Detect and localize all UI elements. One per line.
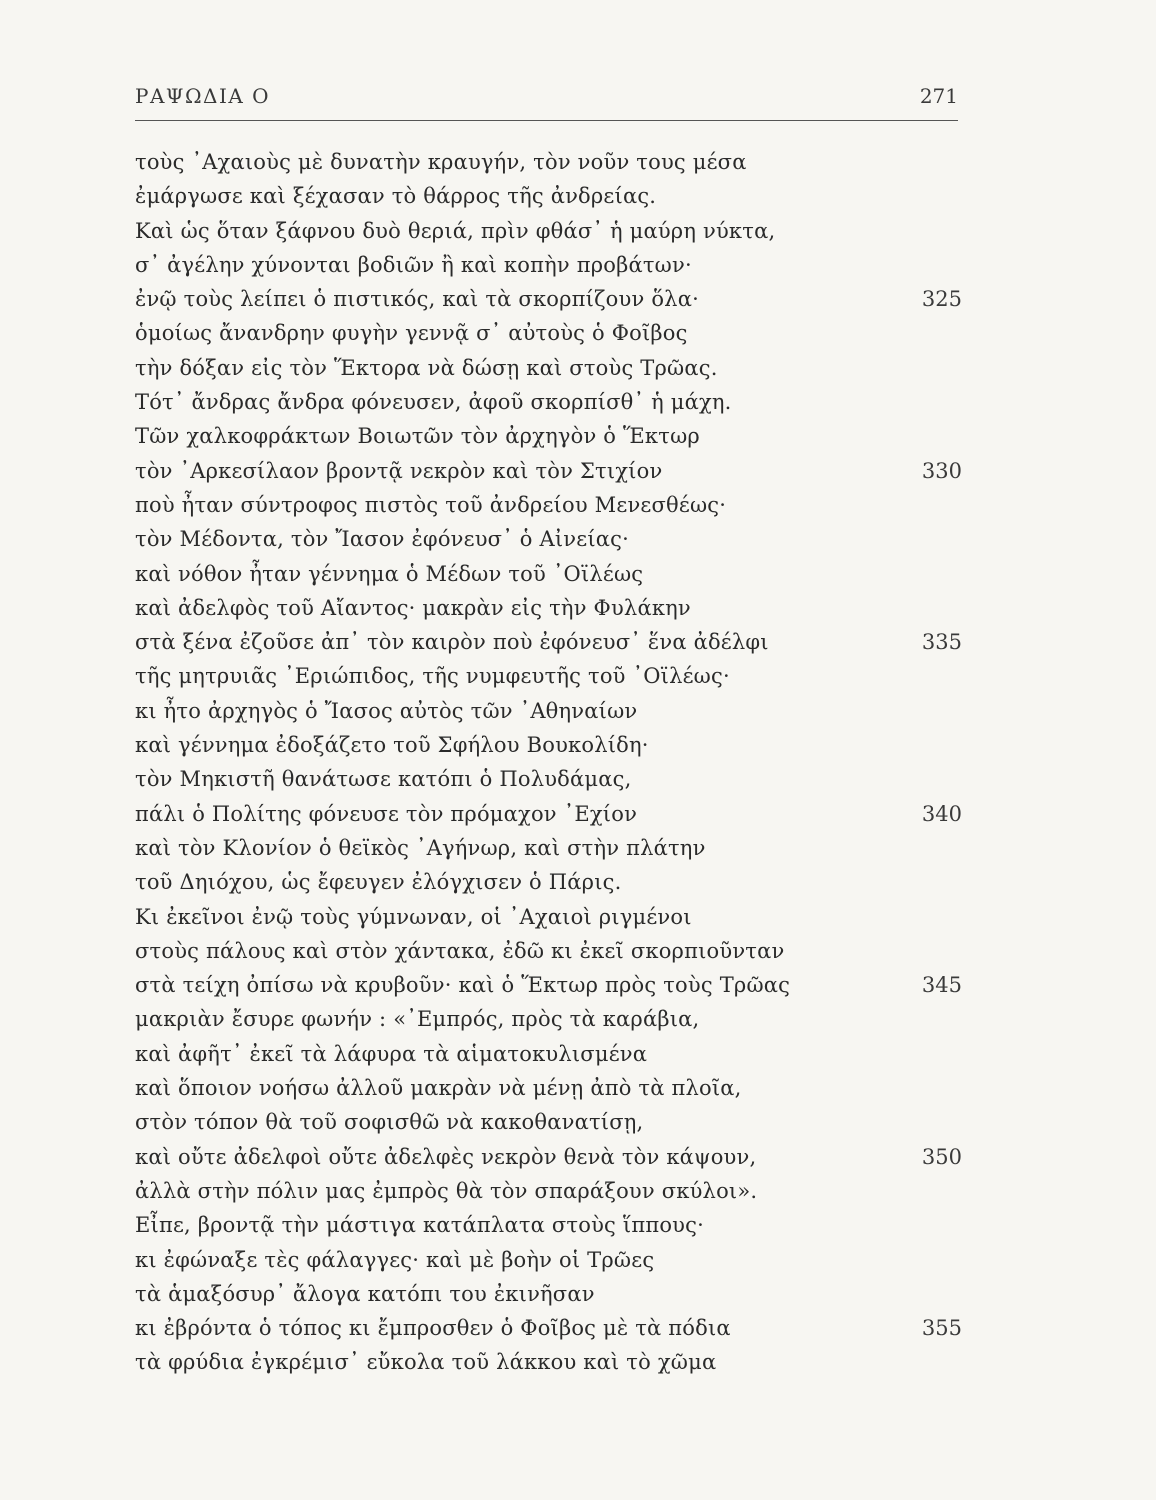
line-number: 330 <box>921 458 962 483</box>
line-number: 345 <box>921 973 962 998</box>
verse-line <box>135 454 965 488</box>
verse-line <box>135 1208 965 1242</box>
verse-text: τὸν ᾿Αρκεσίλαον βροντᾷ νεκρὸν καὶ τὸν Στιχίον <box>135 458 663 483</box>
verse-text: ἐνῷ τοὺς λείπει ὁ πιστικός, καὶ τὰ σκορπίζουν ὅλα· <box>135 287 699 312</box>
verse-line <box>135 214 965 248</box>
verse-line <box>135 385 965 419</box>
page-number: 271 <box>919 84 958 108</box>
verse-text: Τῶν χαλκοφράκτων Βοιωτῶν τὸν ἀρχηγὸν ὁ Ἕκτωρ <box>135 424 700 449</box>
verse-line <box>135 419 965 453</box>
verse-text: τὸν Μηκιστῆ θανάτωσε κατόπι ὁ Πολυδάμας, <box>135 767 632 792</box>
verse-text: Κι ἐκεῖνοι ἐνῷ τοὺς γύμνωναν, οἱ ᾿Αχαιοὶ ριγμένοι <box>135 904 692 929</box>
verse-text: σ᾿ ἀγέλην χύνονται βοδιῶν ἢ καὶ κοπὴν προβάτων· <box>135 252 692 277</box>
verse-text: κι ἐφώναξε τὲς φάλαγγες· καὶ μὲ βοὴν οἱ Τρῶες <box>135 1247 655 1272</box>
verse-text: ἀλλὰ στὴν πόλιν μας ἐμπρὸς θὰ τὸν σπαράξουν σκύλοι». <box>135 1178 758 1203</box>
verse-text: καὶ ἀδελφὸς τοῦ Αἴαντος· μακρὰν εἰς τὴν Φυλάκην <box>135 595 691 620</box>
verse-line <box>135 145 965 179</box>
verse-line <box>135 762 965 796</box>
verse-line <box>135 1345 965 1379</box>
verse-line <box>135 625 965 659</box>
verse-line <box>135 968 965 1002</box>
verse-text: Καὶ ὡς ὅταν ξάφνου δυὸ θεριά, πρὶν φθάσ᾿ ἡ μαύρη νύκτα, <box>135 218 776 243</box>
verse-line <box>135 728 965 762</box>
verse-line <box>135 522 965 556</box>
verse-line <box>135 865 965 899</box>
verse-line <box>135 316 965 350</box>
verse-line <box>135 248 965 282</box>
verse-text: τῆς μητρυιᾶς ᾿Εριώπιδος, τῆς νυμφευτῆς τοῦ ᾿Οϊλέως· <box>135 664 730 689</box>
verse-text: καὶ οὔτε ἀδελφοὶ οὔτε ἀδελφὲς νεκρὸν θενὰ τὸν κάψουν, <box>135 1144 757 1169</box>
verse-text: στὰ ξένα ἐζοῦσε ἀπ᾿ τὸν καιρὸν ποὺ ἐφόνευσ᾿ ἕνα ἀδέλφι <box>135 630 769 655</box>
verse-line <box>135 1140 965 1174</box>
verse-text: τὰ φρύδια ἐγκρέμισ᾿ εὔκολα τοῦ λάκκου καὶ τὸ χῶμα <box>135 1350 717 1375</box>
verse-line <box>135 351 965 385</box>
verse-text: καὶ τὸν Κλονίον ὁ θεϊκὸς ᾿Αγήνωρ, καὶ στὴν πλάτην <box>135 835 706 860</box>
verse-line <box>135 1002 965 1036</box>
verse-text: ὁμοίως ἄνανδρην φυγὴν γεννᾷ σ᾿ αὐτοὺς ὁ Φοῖβος <box>135 321 688 346</box>
page-header <box>135 78 958 118</box>
verse-line <box>135 282 965 316</box>
verse-text: μακριὰν ἔσυρε φωνήν : «᾿Εμπρός, πρὸς τὰ καράβια, <box>135 1007 700 1032</box>
verse-text: κι ἐβρόντα ὁ τόπος κι ἔμπροσθεν ὁ Φοῖβος μὲ τὰ πόδια <box>135 1316 731 1341</box>
verse-text: στὸν τόπον θὰ τοῦ σοφισθῶ νὰ κακοθανατίσῃ, <box>135 1110 644 1135</box>
verse-text: στὰ τείχη ὀπίσω νὰ κρυβοῦν· καὶ ὁ Ἕκτωρ πρὸς τοὺς Τρῶας <box>135 973 791 998</box>
line-number: 340 <box>921 801 962 826</box>
header-rule <box>135 120 958 121</box>
line-number: 325 <box>921 287 962 312</box>
verse-text: καὶ ἀφῆτ᾿ ἐκεῖ τὰ λάφυρα τὰ αἱματοκυλισμένα <box>135 1041 648 1066</box>
verse-list <box>135 145 965 1380</box>
verse-text: καὶ νόθον ἦταν γέννημα ὁ Μέδων τοῦ ᾿Οϊλέως <box>135 561 644 586</box>
verse-line <box>135 1174 965 1208</box>
verse-line <box>135 694 965 728</box>
line-number: 350 <box>921 1144 962 1169</box>
verse-line <box>135 1243 965 1277</box>
verse-text: τὰ ἁμαξόσυρ᾿ ἄλογα κατόπι του ἐκινῆσαν <box>135 1281 595 1306</box>
verse-line <box>135 179 965 213</box>
verse-line <box>135 1071 965 1105</box>
verse-text: κι ἦτο ἀρχηγὸς ὁ Ἴασος αὐτὸς τῶν ᾿Αθηναίων <box>135 698 638 723</box>
verse-text: τοὺς ᾿Αχαιοὺς μὲ δυνατὴν κραυγήν, τὸν νοῦν τους μέσα <box>135 150 747 174</box>
verse-text: καὶ ὅποιον νοήσω ἀλλοῦ μακρὰν νὰ μένῃ ἀπὸ τὰ πλοῖα, <box>135 1076 742 1101</box>
line-number: 355 <box>921 1316 962 1341</box>
verse-line <box>135 557 965 591</box>
verse-text: τὸν Μέδοντα, τὸν Ἴασον ἐφόνευσ᾿ ὁ Αἰνείας· <box>135 527 630 552</box>
verse-text: τοῦ Δηιόχου, ὡς ἔφευγεν ἐλόγχισεν ὁ Πάρις. <box>135 870 622 895</box>
verse-text: Τότ᾿ ἄνδρας ἄνδρα φόνευσεν, ἀφοῦ σκορπίσθ᾿ ἡ μάχη. <box>135 390 732 415</box>
verse-line <box>135 900 965 934</box>
verse-line <box>135 1105 965 1139</box>
line-number: 335 <box>921 630 962 655</box>
verse-line <box>135 591 965 625</box>
verse-text: ἐμάργωσε καὶ ξέχασαν τὸ θάρρος τῆς ἀνδρείας. <box>135 184 657 209</box>
verse-line <box>135 659 965 693</box>
verse-text: Εἶπε, βροντᾷ τὴν μάστιγα κατάπλατα στοὺς ἵππους· <box>135 1213 704 1238</box>
verse-text: τὴν δόξαν εἰς τὸν Ἕκτορα νὰ δώσῃ καὶ στοὺς Τρῶας. <box>135 355 718 380</box>
verse-line <box>135 1311 965 1345</box>
verse-line <box>135 797 965 831</box>
verse-line <box>135 934 965 968</box>
verse-text: ποὺ ἦταν σύντροφος πιστὸς τοῦ ἀνδρείου Μενεσθέως· <box>135 492 727 517</box>
verse-line <box>135 1037 965 1071</box>
verse-line <box>135 1277 965 1311</box>
verse-line <box>135 488 965 522</box>
verse-text: πάλι ὁ Πολίτης φόνευσε τὸν πρόμαχον ᾿Εχίον <box>135 801 638 826</box>
verse-line <box>135 831 965 865</box>
verse-text: καὶ γέννημα ἐδοξάζετο τοῦ Σφήλου Βουκολίδη· <box>135 733 649 758</box>
verse-text: στοὺς πάλους καὶ στὸν χάντακα, ἐδῶ κι ἐκεῖ σκορπιοῦνταν <box>135 938 785 963</box>
running-title: ΡΑΨΩΔΙΑ Ο <box>135 84 271 108</box>
